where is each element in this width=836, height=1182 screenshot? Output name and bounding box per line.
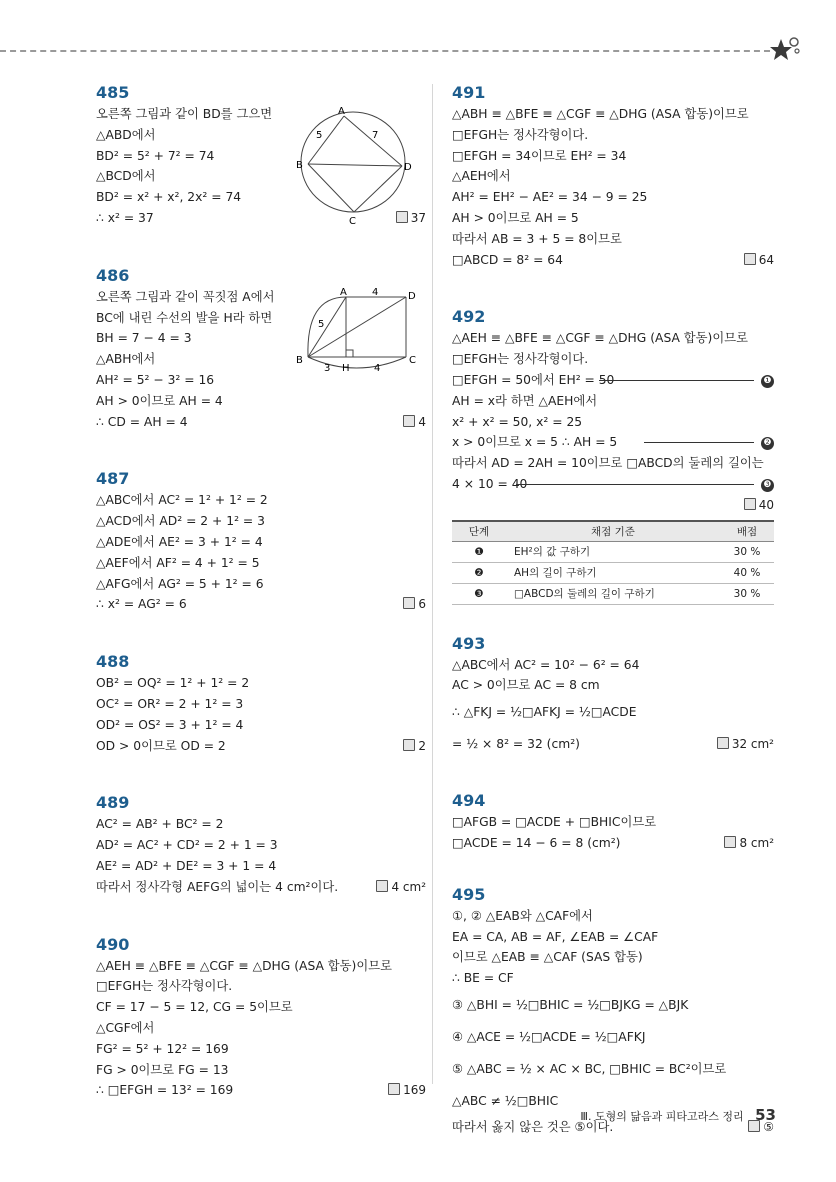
solution-line: x > 0이므로 x = 5 ∴ AH = 5 ❷ (452, 432, 774, 453)
answer-icon (717, 737, 729, 749)
left-column (96, 82, 426, 1137)
solution-line: △ABD에서 (96, 127, 156, 142)
answer-badge: 4 (403, 412, 426, 433)
solution-line: 따라서 옳지 않은 것은 ⑤이다. ⑤ (452, 1117, 774, 1138)
vertex-label: A (338, 106, 345, 117)
problem-number: 495 (452, 884, 486, 904)
answer-icon (744, 253, 756, 265)
solution-line: AH² = EH² − AE² = 34 − 9 = 25 (452, 190, 648, 205)
solution-line: △ABH ≡ △BFE ≡ △CGF ≡ △DHG (ASA 합동)이므로 (452, 107, 749, 121)
problem-number: 487 (96, 469, 130, 489)
solution-line: △AFG에서 AG² = 5 + 1² = 6 (96, 576, 264, 591)
answer-icon (744, 498, 756, 510)
problem-494 (452, 790, 774, 854)
problem-490 (96, 934, 426, 1102)
solution-line: □ACDE = 14 − 6 = 8 (cm²) 8 cm² (452, 833, 774, 854)
problem-491 (452, 82, 774, 270)
solution-line: ∴ BE = CF (452, 971, 514, 986)
vertex-label: D (404, 162, 412, 173)
side-label: 7 (372, 130, 379, 141)
solution-line: EA = CA, AB = AF, ∠EAB = ∠CAF (452, 929, 659, 944)
solution-line: ⑤ △ABC = ½ × AC × BC, □BHIC = BC²이므로 (452, 1061, 727, 1076)
problem-495 (452, 884, 774, 1138)
problem-number: 494 (452, 791, 486, 811)
solution-line: AH = x라 하면 △AEH에서 (452, 393, 598, 408)
solution-line: AE² = AD² + DE² = 3 + 1 = 4 (96, 858, 277, 873)
column-divider (432, 84, 433, 1084)
solution-line: AH² = 5² − 3² = 16 (96, 372, 215, 387)
solution-line: ∴ □EFGH = 13² = 169 169 (96, 1080, 426, 1101)
problem-number: 485 (96, 83, 130, 102)
vertex-label: C (349, 216, 356, 224)
problem-number: 493 (452, 633, 486, 653)
answer-icon (724, 836, 736, 848)
solution-line: □EFGH = 34이므로 EH² = 34 (452, 148, 627, 163)
problem-487 (96, 468, 426, 615)
solution-line: x² + x² = 50, x² = 25 (452, 414, 583, 429)
solution-line: ③ △BHI = ½□BHIC = ½□BJKG = △BJK (452, 997, 689, 1012)
solution-line: AH > 0이므로 AH = 4 (96, 393, 223, 408)
solution-line: 따라서 정사각형 AEFG의 넓이는 4 cm²이다. 4 cm² (96, 877, 426, 898)
solution-line: BH = 7 − 4 = 3 (96, 331, 192, 346)
solution-line: = ½ × 8² = 32 (cm²) 32 cm² (452, 728, 774, 760)
answer-icon (376, 880, 388, 892)
table-row: ❷ AH의 길이 구하기 40 % (452, 562, 774, 583)
answer-badge: 2 (403, 736, 426, 757)
solution-line: □EFGH는 정사각형이다. (452, 352, 589, 367)
solution-line: ①, ② △EAB와 △CAF에서 (452, 908, 593, 923)
side-label: 4 (374, 362, 381, 374)
problem-number: 490 (96, 934, 130, 954)
vertex-label: D (408, 290, 416, 302)
solution-line: □EFGH = 50에서 EH² = 50 ❶ (452, 370, 774, 391)
solution-line: 오른쪽 그림과 같이 꼭짓점 A에서 (96, 289, 275, 304)
solution-line: □EFGH는 정사각형이다. (452, 127, 589, 142)
problem-486 (96, 265, 426, 433)
step-marker: ❸ (761, 479, 774, 492)
vertex-label: A (340, 286, 347, 298)
solution-line: 이므로 △EAB ≡ △CAF (SAS 합동) (452, 950, 643, 965)
solution-line: □AFGB = □ACDE + □BHIC이므로 (452, 815, 657, 830)
solution-line: AH > 0이므로 AH = 5 (452, 210, 579, 225)
answer-badge: 169 (388, 1080, 426, 1101)
solution-line: △ABH에서 (96, 352, 156, 367)
solution-line: □ABCD = 8² = 64 64 (452, 250, 774, 271)
problem-number: 486 (96, 265, 130, 285)
answer-icon (388, 1083, 400, 1095)
side-label: 5 (316, 130, 323, 141)
figure-486 (296, 287, 426, 375)
table-header: 단계 (452, 521, 506, 542)
vertex-label: C (409, 354, 416, 366)
vertex-label: B (296, 160, 303, 171)
step-marker: ❶ (761, 375, 774, 388)
solution-line: △ABC에서 AC² = 1² + 1² = 2 (96, 493, 268, 508)
top-dashed-rule (0, 50, 770, 52)
solution-line: △ACD에서 AD² = 2 + 1² = 3 (96, 514, 265, 529)
solution-line: ∴ CD = AH = 4 4 (96, 412, 426, 433)
answer-badge: 64 (744, 250, 774, 271)
answer-badge: 40 (744, 495, 774, 516)
solution-line: OD > 0이므로 OD = 2 2 (96, 736, 426, 757)
solution-line: △ABC에서 AC² = 10² − 6² = 64 (452, 657, 640, 672)
solution-line: □EFGH는 정사각형이다. (96, 979, 233, 994)
star-icon (768, 36, 802, 66)
answer-badge: ⑤ (748, 1117, 774, 1138)
problem-number: 489 (96, 793, 130, 813)
solution-line: ∴ △FKJ = ½□AFKJ = ½□ACDE (452, 705, 637, 720)
solution-line: △ADE에서 AE² = 3 + 1² = 4 (96, 534, 263, 549)
solution-line: △BCD에서 (96, 169, 156, 184)
problem-number: 491 (452, 83, 486, 102)
solution-line (452, 495, 774, 516)
problem-492 (452, 306, 774, 604)
solution-line: ④ △ACE = ½□ACDE = ½□AFKJ (452, 1029, 646, 1044)
step-marker: ❷ (761, 437, 774, 450)
solution-line: 따라서 AB = 3 + 5 = 8이므로 (452, 231, 622, 246)
solution-line: AD² = AC² + CD² = 2 + 1 = 3 (96, 838, 278, 853)
problem-number: 488 (96, 652, 130, 672)
table-header: 배점 (720, 521, 774, 542)
answer-badge: 6 (403, 594, 426, 615)
page-footer (580, 1106, 776, 1124)
answer-badge: 4 cm² (376, 877, 426, 898)
answer-badge: 32 cm² (717, 728, 774, 760)
answer-badge: 8 cm² (724, 833, 774, 854)
problem-488 (96, 651, 426, 756)
solution-line: 따라서 AD = 2AH = 10이므로 □ABCD의 둘레의 길이는 (452, 456, 764, 471)
side-label: 4 (372, 286, 379, 298)
table-header: 채점 기준 (506, 521, 720, 542)
answer-icon (403, 739, 415, 751)
solution-line: BD² = x² + x², 2x² = 74 (96, 190, 242, 205)
side-label: 3 (324, 362, 331, 374)
solution-line: 오른쪽 그림과 같이 BD를 그으면 (96, 107, 273, 121)
table-row: ❶ EH²의 값 구하기 30 % (452, 541, 774, 562)
figure-485 (296, 104, 426, 224)
solution-line: OC² = OR² = 2 + 1² = 3 (96, 696, 244, 711)
chapter-title: Ⅲ. 도형의 닮음과 피타고라스 정리 (580, 1110, 744, 1123)
vertex-label: B (296, 354, 303, 366)
solution-line: BD² = 5² + 7² = 74 (96, 148, 215, 163)
solution-line: △ABC ≠ ½□BHIC (452, 1093, 559, 1108)
solution-line: △AEH에서 (452, 169, 511, 184)
vertex-label: H (342, 362, 350, 374)
side-label: 5 (318, 318, 325, 330)
solution-line: AC² = AB² + BC² = 2 (96, 817, 224, 832)
answer-icon (403, 597, 415, 609)
page-number: 53 (755, 1106, 776, 1124)
right-column (452, 82, 774, 1174)
solution-line: 4 × 10 = 40 ❸ (452, 474, 774, 495)
solution-line: ∴ x² = AG² = 6 6 (96, 594, 426, 615)
solution-line: ∴ x² = 37 37 (96, 208, 426, 229)
solution-line: △CGF에서 (96, 1020, 155, 1035)
solution-line: OD² = OS² = 3 + 1² = 4 (96, 717, 244, 732)
problem-493 (452, 633, 774, 761)
table-row: ❸ □ABCD의 둘레의 길이 구하기 30 % (452, 583, 774, 604)
solution-line: △AEH ≡ △BFE ≡ △CGF ≡ △DHG (ASA 합동)이므로 (96, 958, 392, 973)
solution-line: FG² = 5² + 12² = 169 (96, 1041, 229, 1056)
scoring-table (452, 520, 774, 605)
solution-line: △AEH ≡ △BFE ≡ △CGF ≡ △DHG (ASA 합동)이므로 (452, 331, 748, 346)
problem-485 (96, 82, 426, 229)
solution-line: OB² = OQ² = 1² + 1² = 2 (96, 676, 250, 691)
problem-number: 492 (452, 307, 486, 327)
solution-line: AC > 0이므로 AC = 8 cm (452, 678, 600, 693)
solution-line: △AEF에서 AF² = 4 + 1² = 5 (96, 555, 260, 570)
solution-line: FG > 0이므로 FG = 13 (96, 1062, 229, 1077)
answer-icon (403, 415, 415, 427)
solution-line: CF = 17 − 5 = 12, CG = 5이므로 (96, 1000, 293, 1015)
answer-badge: 37 (396, 208, 426, 229)
solution-line: BC에 내린 수선의 발을 H라 하면 (96, 310, 273, 325)
problem-489 (96, 792, 426, 897)
